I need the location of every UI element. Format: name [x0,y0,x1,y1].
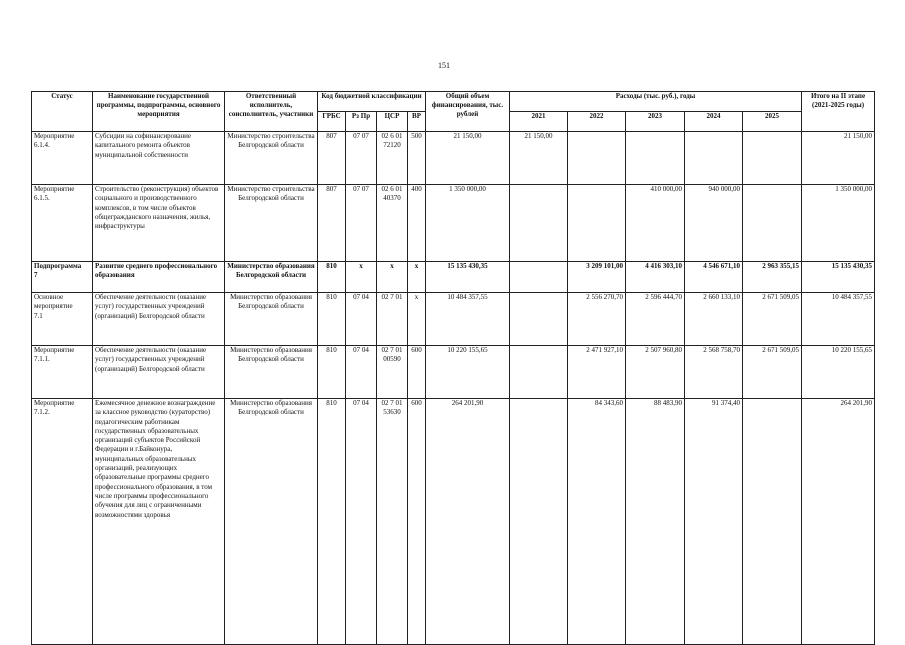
year-2022-cell: 2 556 270,70 [568,293,626,346]
status-cell: Мероприятие 7.1.2. [32,399,93,645]
header-year-2023: 2023 [626,112,685,132]
budget-table [31,91,875,645]
year-2022-cell [568,132,626,185]
name-cell: Строительство (реконструкция) объектов социального и производственного комплексов, в том числе объектов общегражданского назначения, жилья, инфраструктуры [93,185,225,262]
vr-cell: 600 [408,346,426,399]
year-2025-cell [743,399,802,645]
grbs-cell: 807 [318,132,346,185]
year-2024-cell: 940 000,00 [685,185,743,262]
header-csr: ЦСР [377,112,408,132]
header-stage-total: Итого на II этапе (2021-2025 годы) [802,92,875,132]
table-row [32,399,875,645]
vr-cell: 500 [408,132,426,185]
year-2025-cell [743,185,802,262]
grbs-cell: 810 [318,346,346,399]
status-cell: Мероприятие 7.1.1. [32,346,93,399]
year-2023-cell: 2 507 960,80 [626,346,685,399]
total-cell: 21 150,00 [426,132,510,185]
year-2022-cell: 3 209 101,00 [568,262,626,293]
rzpr-cell: x [346,262,377,293]
table-row [32,262,875,293]
total-cell: 10 484 357,55 [426,293,510,346]
stage-total-cell: 21 150,00 [802,132,875,185]
header-year-2021: 2021 [510,112,568,132]
rzpr-cell: 07 07 [346,132,377,185]
name-cell: Развитие среднего профессионального образования [93,262,225,293]
grbs-cell: 807 [318,185,346,262]
year-2025-cell: 2 671 509,05 [743,346,802,399]
total-cell: 10 220 155,65 [426,346,510,399]
rzpr-cell: 07 04 [346,346,377,399]
name-cell: Обеспечение деятельности (оказание услуг) государственных учреждений (организаций) Белгородской области [93,346,225,399]
header-vr: ВР [408,112,426,132]
stage-total-cell: 264 201,90 [802,399,875,645]
status-cell: Основное мероприятие 7.1 [32,293,93,346]
year-2024-cell: 4 546 671,10 [685,262,743,293]
vr-cell: x [408,293,426,346]
year-2021-cell [510,185,568,262]
year-2025-cell [743,132,802,185]
rzpr-cell: 07 07 [346,185,377,262]
header-year-2025: 2025 [743,112,802,132]
year-2023-cell: 410 000,00 [626,185,685,262]
csr-cell: 02 6 01 40370 [377,185,408,262]
csr-cell: x [377,262,408,293]
stage-total-cell: 10 220 155,65 [802,346,875,399]
responsible-cell: Министерство образования Белгородской области [225,293,318,346]
responsible-cell: Министерство строительства Белгородской области [225,185,318,262]
responsible-cell: Министерство образования Белгородской области [225,346,318,399]
name-cell: Ежемесячное денежное вознаграждение за классное руководство (кураторство) педагогическим работникам государственных образовательных организаций субъектов Российской Федерации и г.Байконура, муниципальных образовательных организаций, реализующих образовательные программы среднего профессионального образования, в том числе программы профессионального обучения для лиц с ограниченными возможностями здоровья [93,399,225,645]
header-name: Наименование государственной программы, подпрограммы, основного мероприятия [93,92,225,132]
total-cell: 1 350 000,00 [426,185,510,262]
csr-cell: 02 7 01 53630 [377,399,408,645]
table-row [32,185,875,262]
year-2023-cell: 2 596 444,70 [626,293,685,346]
stage-total-cell: 1 350 000,00 [802,185,875,262]
header-year-2024: 2024 [685,112,743,132]
stage-total-cell: 10 484 357,55 [802,293,875,346]
table-body [32,132,875,645]
year-2025-cell: 2 671 509,05 [743,293,802,346]
page-number: 151 [438,61,450,70]
header-year-2022: 2022 [568,112,626,132]
year-2022-cell: 2 471 927,10 [568,346,626,399]
year-2021-cell [510,346,568,399]
year-2024-cell: 2 568 758,70 [685,346,743,399]
csr-cell: 02 7 01 00590 [377,346,408,399]
stage-total-cell: 15 135 430,35 [802,262,875,293]
name-cell: Субсидии на софинансирование капитального ремонта объектов муниципальной собственности [93,132,225,185]
vr-cell: 400 [408,185,426,262]
year-2021-cell [510,262,568,293]
year-2023-cell: 88 483,90 [626,399,685,645]
status-cell: Мероприятие 6.1.4. [32,132,93,185]
header-budget-code: Код бюджетной классификации [318,92,426,112]
total-cell: 264 201,90 [426,399,510,645]
header-expenses-years: Расходы (тыс. руб.), годы [510,92,802,112]
table-row [32,293,875,346]
year-2022-cell: 84 343,60 [568,399,626,645]
header-grbs: ГРБС [318,112,346,132]
vr-cell: 600 [408,399,426,645]
total-cell: 15 135 430,35 [426,262,510,293]
year-2023-cell: 4 416 303,10 [626,262,685,293]
year-2023-cell [626,132,685,185]
responsible-cell: Министерство образования Белгородской области [225,262,318,293]
year-2021-cell: 21 150,00 [510,132,568,185]
csr-cell: 02 6 01 72120 [377,132,408,185]
table-row [32,346,875,399]
vr-cell: x [408,262,426,293]
status-cell: Мероприятие 6.1.5. [32,185,93,262]
year-2022-cell [568,185,626,262]
table-row [32,132,875,185]
year-2021-cell [510,293,568,346]
year-2025-cell: 2 963 355,15 [743,262,802,293]
header-total-volume: Общий объем финансирования, тыс. рублей [426,92,510,132]
name-cell: Обеспечение деятельности (оказание услуг) государственных учреждений (организаций) Белгородской области [93,293,225,346]
header-rzpr: Рз Пр [346,112,377,132]
grbs-cell: 810 [318,293,346,346]
rzpr-cell: 07 04 [346,293,377,346]
header-status: Статус [32,92,93,132]
status-cell: Подпрограмма 7 [32,262,93,293]
responsible-cell: Министерство строительства Белгородской области [225,132,318,185]
grbs-cell: 810 [318,262,346,293]
grbs-cell: 810 [318,399,346,645]
year-2024-cell: 91 374,40 [685,399,743,645]
year-2024-cell: 2 660 133,10 [685,293,743,346]
header-responsible: Ответственный исполнитель, соисполнитель, участники [225,92,318,132]
csr-cell: 02 7 01 [377,293,408,346]
year-2021-cell [510,399,568,645]
responsible-cell: Министерство образования Белгородской области [225,399,318,645]
rzpr-cell: 07 04 [346,399,377,645]
year-2024-cell [685,132,743,185]
